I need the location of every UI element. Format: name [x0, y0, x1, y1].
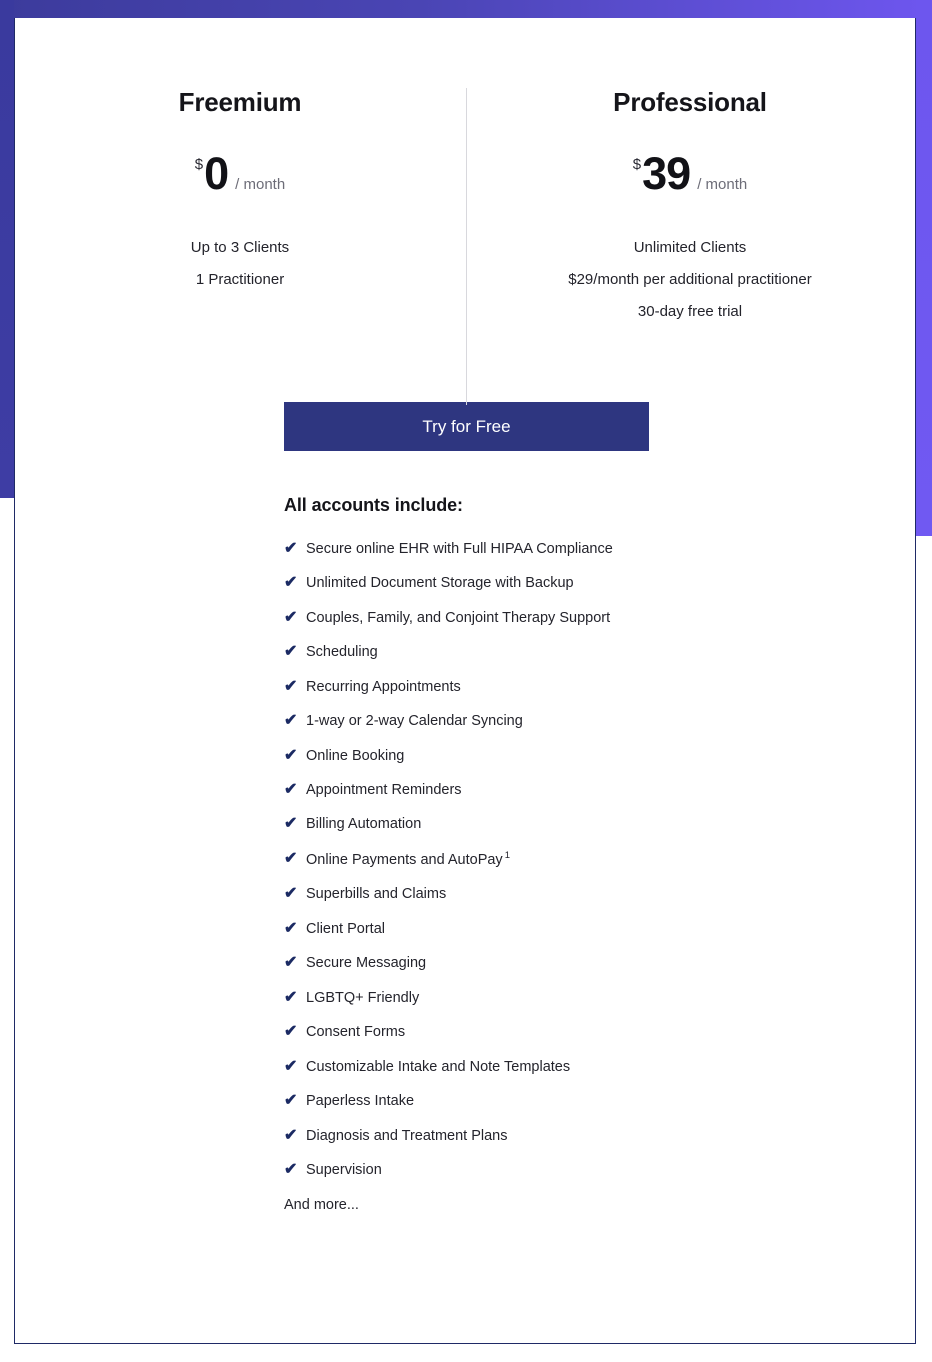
feature-label: Superbills and Claims	[306, 886, 447, 903]
check-icon: ✔	[284, 954, 298, 972]
feature-label: Client Portal	[306, 920, 385, 937]
plan-name-freemium: Freemium	[178, 87, 302, 117]
check-icon: ✔	[284, 539, 298, 557]
footnote-marker: 1	[504, 849, 510, 861]
plan-professional	[465, 88, 915, 336]
feature-item	[284, 1159, 614, 1182]
check-icon: ✔	[284, 1126, 298, 1144]
feature-item	[284, 813, 614, 836]
decorative-right-band	[916, 0, 932, 536]
currency-symbol: $	[194, 155, 204, 173]
feature-item	[284, 710, 614, 733]
feature-label: LGBTQ+ Friendly	[306, 989, 420, 1006]
included-features-list	[284, 538, 915, 1183]
check-icon: ✔	[284, 712, 298, 730]
decorative-left-band	[0, 0, 14, 498]
plan-feature: Up to 3 Clients	[190, 238, 290, 256]
check-icon: ✔	[284, 608, 298, 626]
check-icon: ✔	[284, 885, 298, 903]
check-icon: ✔	[284, 746, 298, 764]
price-period: / month	[697, 175, 748, 193]
feature-item	[284, 1056, 614, 1079]
check-icon: ✔	[284, 815, 298, 833]
check-icon: ✔	[284, 988, 298, 1006]
check-icon: ✔	[284, 677, 298, 695]
feature-label: Secure Messaging	[306, 955, 427, 972]
feature-label: Unlimited Document Storage with Backup	[306, 575, 574, 592]
feature-item	[284, 952, 614, 975]
feature-item	[284, 987, 614, 1010]
check-icon: ✔	[284, 574, 298, 592]
plan-feature-list-professional	[475, 240, 905, 319]
feature-label: Secure online EHR with Full HIPAA Compliance	[306, 540, 613, 557]
price-period: / month	[235, 175, 286, 193]
check-icon: ✔	[284, 643, 298, 661]
feature-label: Diagnosis and Treatment Plans	[306, 1127, 508, 1144]
feature-item	[284, 572, 614, 595]
feature-label: Billing Automation	[306, 816, 422, 833]
decorative-top-band	[0, 0, 932, 18]
plan-feature-list-freemium	[25, 240, 455, 287]
feature-item	[284, 641, 614, 664]
plan-name-professional: Professional	[613, 87, 767, 117]
plan-feature: 30-day free trial	[637, 302, 743, 320]
feature-item	[284, 676, 614, 699]
plan-comparison	[15, 18, 915, 336]
feature-item	[284, 607, 614, 630]
check-icon: ✔	[284, 1092, 298, 1110]
feature-item	[284, 745, 614, 768]
feature-label: Customizable Intake and Note Templates	[306, 1058, 571, 1075]
currency-symbol: $	[632, 155, 642, 173]
included-features-title: All accounts include:	[284, 494, 463, 515]
plan-price-professional	[475, 147, 905, 199]
check-icon: ✔	[284, 849, 298, 867]
check-icon: ✔	[284, 919, 298, 937]
feature-item	[284, 779, 614, 802]
feature-label: Recurring Appointments	[306, 678, 461, 695]
feature-item	[284, 1125, 614, 1148]
try-for-free-button[interactable]: Try for Free	[284, 402, 649, 451]
feature-label: Paperless Intake	[306, 1093, 415, 1110]
plan-feature: 1 Practitioner	[195, 270, 285, 288]
feature-label: Scheduling	[306, 644, 378, 661]
pricing-card	[14, 18, 916, 1344]
plan-feature: Unlimited Clients	[633, 238, 747, 256]
check-icon: ✔	[284, 1057, 298, 1075]
feature-item	[284, 918, 614, 941]
feature-label: Online Booking	[306, 747, 405, 764]
feature-item	[284, 1090, 614, 1113]
check-icon: ✔	[284, 1023, 298, 1041]
feature-label: Appointment Reminders	[306, 781, 462, 798]
check-icon: ✔	[284, 1161, 298, 1179]
feature-item	[284, 538, 614, 561]
price-amount: 0	[204, 147, 229, 199]
included-features-section	[15, 451, 915, 1218]
feature-item	[284, 848, 614, 872]
plan-feature: $29/month per additional practitioner	[568, 270, 812, 288]
price-amount: 39	[642, 147, 691, 199]
feature-item	[284, 1021, 614, 1044]
feature-item	[284, 883, 614, 906]
plan-divider	[466, 88, 467, 405]
and-more-label: And more...	[284, 1196, 359, 1213]
plan-price-freemium	[25, 147, 455, 199]
feature-label: Couples, Family, and Conjoint Therapy Support	[306, 609, 611, 626]
feature-label: Consent Forms	[306, 1024, 406, 1041]
feature-label: 1-way or 2-way Calendar Syncing	[306, 713, 523, 730]
cta-container	[15, 402, 915, 451]
feature-label: Supervision	[306, 1162, 382, 1179]
check-icon: ✔	[284, 780, 298, 798]
feature-label: Online Payments and AutoPay $^1$	[306, 849, 510, 868]
plan-freemium	[15, 88, 465, 336]
